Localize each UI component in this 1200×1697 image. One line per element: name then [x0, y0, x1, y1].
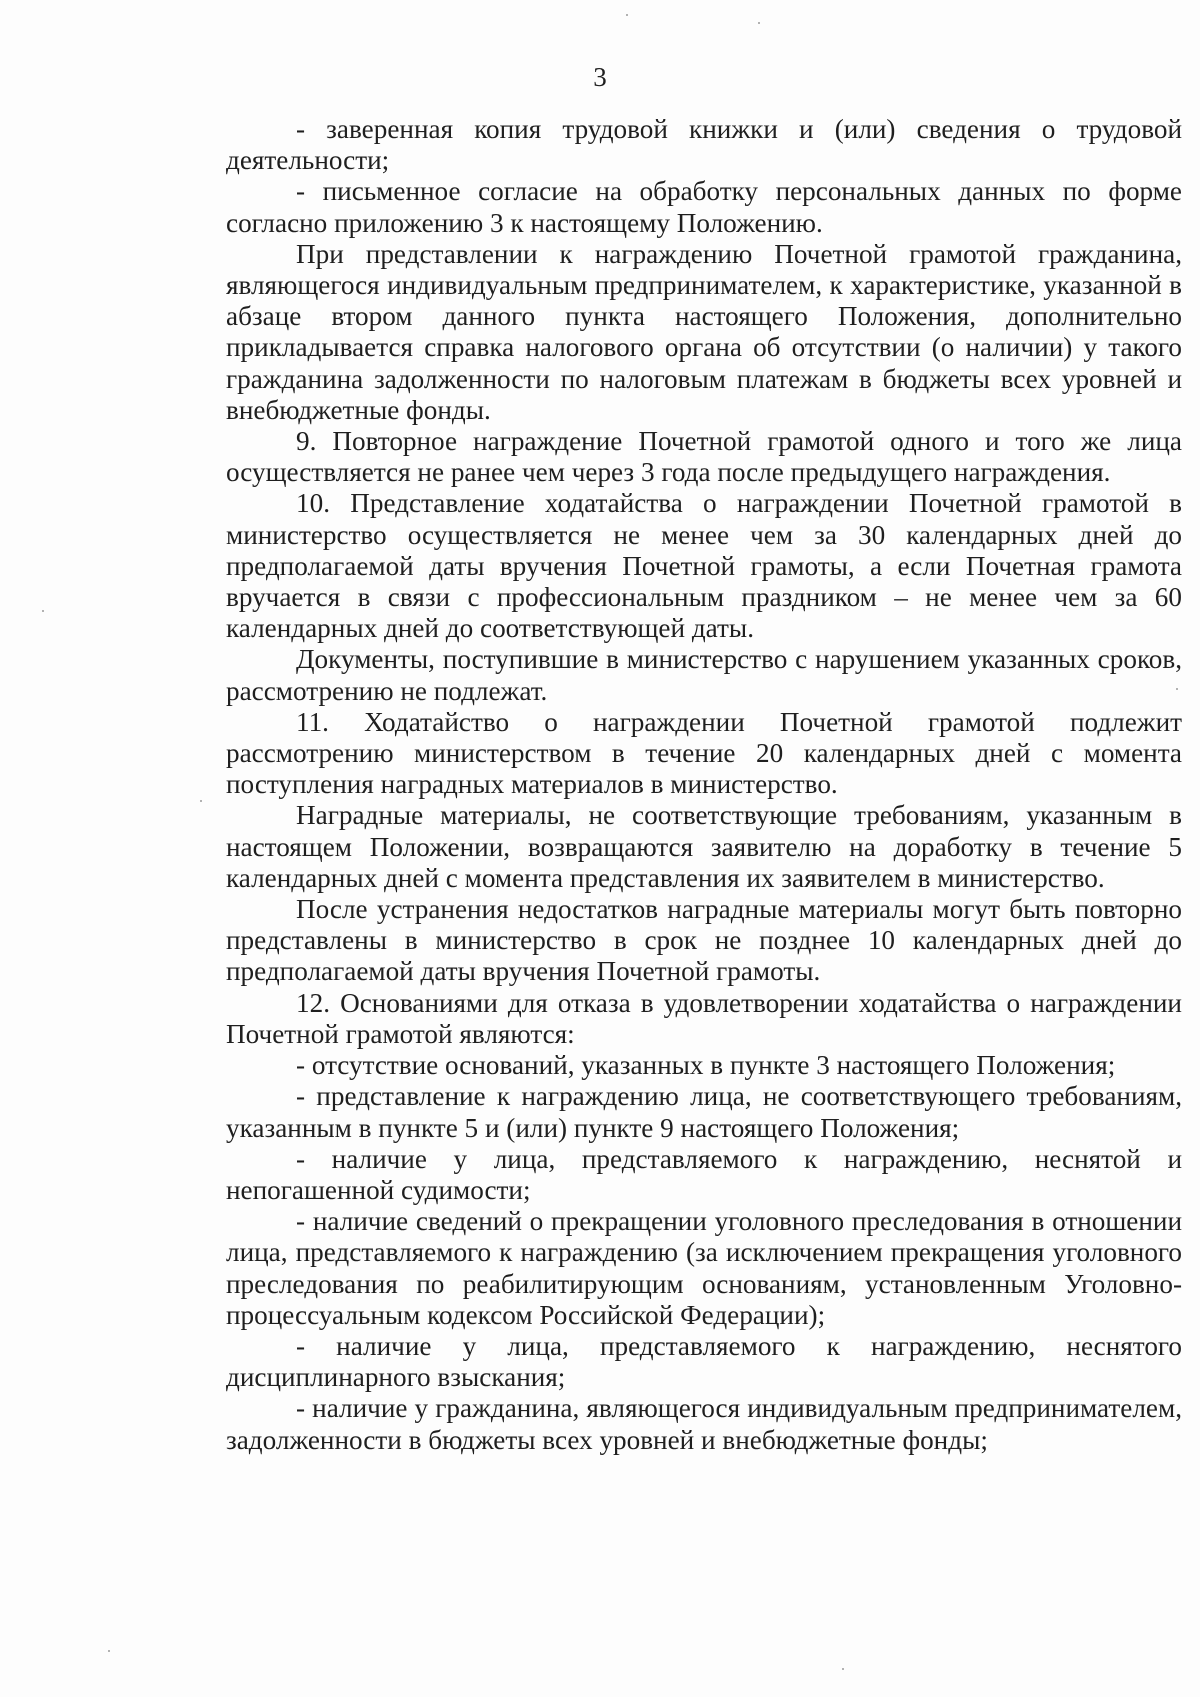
- paragraph: 9. Повторное награждение Почетной грамотой одного и того же лица осуществляется не ранее чем через 3 года после предыдущего награждения.: [226, 426, 1182, 488]
- paragraph: 10. Представление ходатайства о награждении Почетной грамотой в министерство осуществляется не менее чем за 30 календарных дней до предполагаемой даты вручения Почетной грамоты, а если Почетная грамота вручается в связи с профессиональным праздником – не менее чем за 60 календарных дней до соответствующей даты.: [226, 488, 1182, 644]
- paragraph: - наличие сведений о прекращении уголовного преследования в отношении лица, представляемого к награждению (за исключением прекращения уголовного преследования по реабилитирующим основаниям, установленным Уголовно-процессуальным кодексом Российской Федерации);: [226, 1206, 1182, 1330]
- paragraph: - письменное согласие на обработку персональных данных по форме согласно приложению 3 к настоящему Положению.: [226, 176, 1182, 238]
- paragraph: При представлении к награждению Почетной грамотой гражданина, являющегося индивидуальным предпринимателем, к характеристике, указанной в абзаце втором данного пункта настоящего Положения, дополнительно прикладывается справка налогового органа об отсутствии (о наличии) у такого гражданина задолженности по налоговым платежам в бюджеты всех уровней и внебюджетные фонды.: [226, 238, 1182, 425]
- paragraph: - отсутствие оснований, указанных в пункте 3 настоящего Положения;: [296, 1050, 1116, 1081]
- paragraph: 12. Основаниями для отказа в удовлетворении ходатайства о награждении Почетной грамотой являются:: [226, 987, 1182, 1049]
- scan-speck: [200, 800, 202, 802]
- scan-speck: [42, 610, 44, 612]
- page-number: 3: [593, 62, 607, 92]
- scan-speck: [842, 1668, 844, 1670]
- scan-speck: [758, 22, 760, 24]
- paragraph: - наличие у лица, представляемого к награждению, неснятой и непогашенной судимости;: [226, 1143, 1182, 1205]
- paragraph: - наличие у лица, представляемого к награждению, неснятого дисциплинарного взыскания;: [226, 1330, 1182, 1393]
- paragraph: После устранения недостатков наградные материалы могут быть повторно представлены в министерство в срок не позднее 10 календарных дней до предполагаемой даты вручения Почетной грамоты.: [226, 894, 1182, 987]
- scan-speck: [626, 14, 628, 16]
- paragraph: Наградные материалы, не соответствующие требованиям, указанным в настоящем Положении, возвращаются заявителю на доработку в течение 5 календарных дней с момента представления их заявителем в министерство.: [226, 800, 1182, 893]
- paragraph: - наличие у гражданина, являющегося индивидуальным предпринимателем, задолженности в бюджеты всех уровней и внебюджетные фонды;: [226, 1393, 1182, 1455]
- paragraph: - представление к награждению лица, не соответствующего требованиям, указанным в пункте 5 и (или) пункте 9 настоящего Положения;: [226, 1081, 1182, 1143]
- document-body: [226, 114, 1182, 1456]
- paragraph: 11. Ходатайство о награждении Почетной грамотой подлежит рассмотрению министерством в течение 20 календарных дней с момента поступления наградных материалов в министерство.: [226, 706, 1182, 800]
- paragraph: Документы, поступившие в министерство с нарушением указанных сроков, рассмотрению не подлежат.: [226, 644, 1182, 706]
- paragraph: - заверенная копия трудовой книжки и (или) сведения о трудовой деятельности;: [226, 114, 1182, 176]
- scan-speck: [108, 1650, 110, 1652]
